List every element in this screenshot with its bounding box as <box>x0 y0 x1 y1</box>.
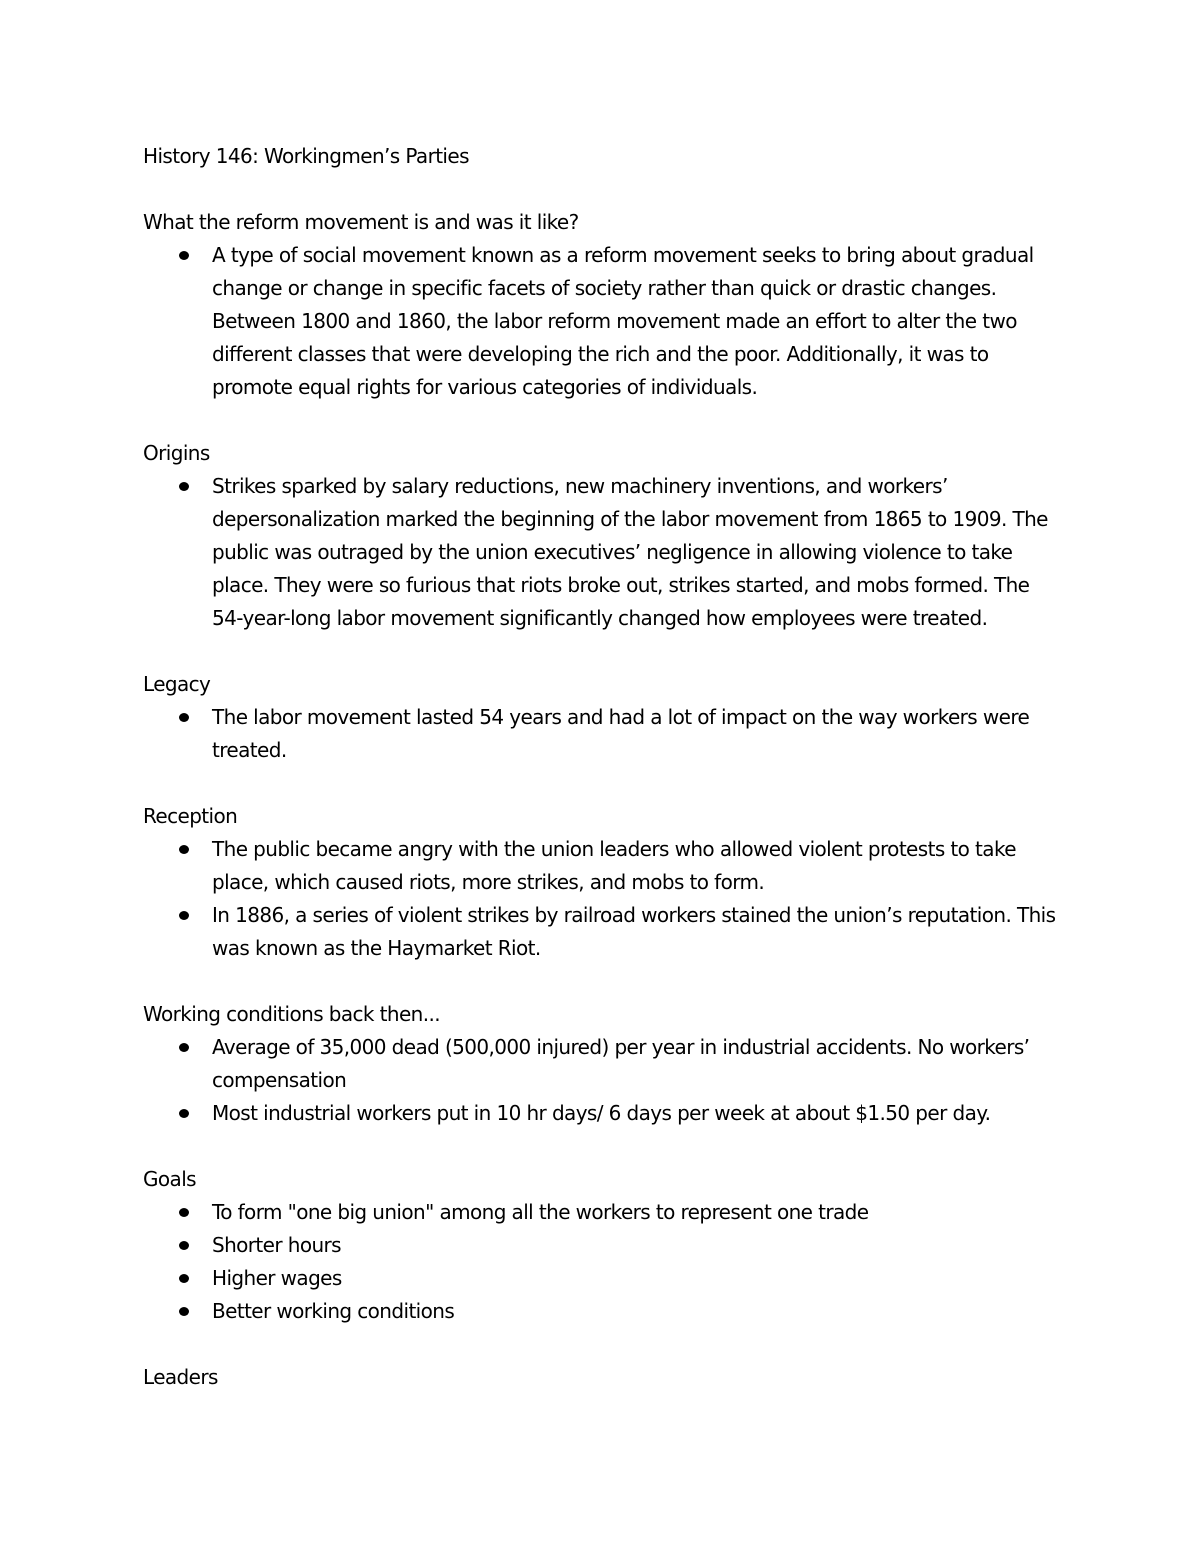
bullet-icon <box>179 482 189 491</box>
section-legacy <box>143 668 1063 767</box>
list-item-text: In 1886, a series of violent strikes by railroad workers stained the union’s reputation. This was known as the Haymarket Riot. <box>212 903 1056 960</box>
section-heading: Goals <box>143 1167 196 1191</box>
list-item-text: Average of 35,000 dead (500,000 injured) per year in industrial accidents. No workers’ compensation <box>212 1035 1030 1092</box>
bullet-icon <box>179 1208 189 1217</box>
bullet-list <box>143 1031 1063 1130</box>
section-goals <box>143 1163 1063 1328</box>
list-item <box>143 470 1063 635</box>
document-body <box>143 140 1063 1427</box>
bullet-icon <box>179 845 189 854</box>
section-heading: Working conditions back then... <box>143 1002 441 1026</box>
bullet-icon <box>179 1043 189 1052</box>
list-item <box>143 1196 1063 1229</box>
bullet-icon <box>179 1109 189 1118</box>
list-item <box>143 1295 1063 1328</box>
bullet-icon <box>179 1307 189 1316</box>
bullet-list <box>143 701 1063 767</box>
list-item-text: The public became angry with the union leaders who allowed violent protests to take place, which caused riots, more strikes, and mobs to form. <box>212 837 1016 894</box>
document-title: History 146: Workingmen’s Parties <box>143 144 469 168</box>
section-leaders <box>143 1361 1063 1394</box>
section-reform-movement <box>143 206 1063 404</box>
bullet-icon <box>179 911 189 920</box>
section-heading: What the reform movement is and was it like? <box>143 210 579 234</box>
bullet-list <box>143 470 1063 635</box>
list-item <box>143 1097 1063 1130</box>
list-item-text: A type of social movement known as a reform movement seeks to bring about gradual change or change in specific facets of society rather than quick or drastic changes. Between 1800 and 1860, the labor reform movement made an effort to alter the two different classes that were developing the rich and the poor. Additionally, it was to promote equal rights for various categories of individuals. <box>212 243 1034 399</box>
bullet-icon <box>179 1241 189 1250</box>
list-item-text: The labor movement lasted 54 years and had a lot of impact on the way workers were treated. <box>212 705 1030 762</box>
list-item <box>143 899 1063 965</box>
bullet-icon <box>179 1274 189 1283</box>
list-item <box>143 833 1063 899</box>
list-item <box>143 1262 1063 1295</box>
list-item-text: Most industrial workers put in 10 hr days/ 6 days per week at about $1.50 per day. <box>212 1101 991 1125</box>
section-heading: Reception <box>143 804 238 828</box>
list-item <box>143 239 1063 404</box>
bullet-list <box>143 1196 1063 1328</box>
section-heading: Leaders <box>143 1365 218 1389</box>
list-item-text: To form "one big union" among all the workers to represent one trade <box>212 1200 869 1224</box>
bullet-list <box>143 833 1063 965</box>
bullet-icon <box>179 251 189 260</box>
section-origins <box>143 437 1063 635</box>
list-item <box>143 1031 1063 1097</box>
section-heading: Legacy <box>143 672 211 696</box>
bullet-list <box>143 239 1063 404</box>
list-item <box>143 701 1063 767</box>
section-reception <box>143 800 1063 965</box>
list-item-text: Shorter hours <box>212 1233 341 1257</box>
list-item-text: Strikes sparked by salary reductions, new machinery inventions, and workers’ depersonalization marked the beginning of the labor movement from 1865 to 1909. The public was outraged by the union executives’ negligence in allowing violence to take place. They were so furious that riots broke out, strikes started, and mobs formed. The 54-year-long labor movement significantly changed how employees were treated. <box>212 474 1048 630</box>
section-working-conditions <box>143 998 1063 1130</box>
list-item-text: Better working conditions <box>212 1299 455 1323</box>
bullet-icon <box>179 713 189 722</box>
section-heading: Origins <box>143 441 210 465</box>
list-item-text: Higher wages <box>212 1266 342 1290</box>
list-item <box>143 1229 1063 1262</box>
